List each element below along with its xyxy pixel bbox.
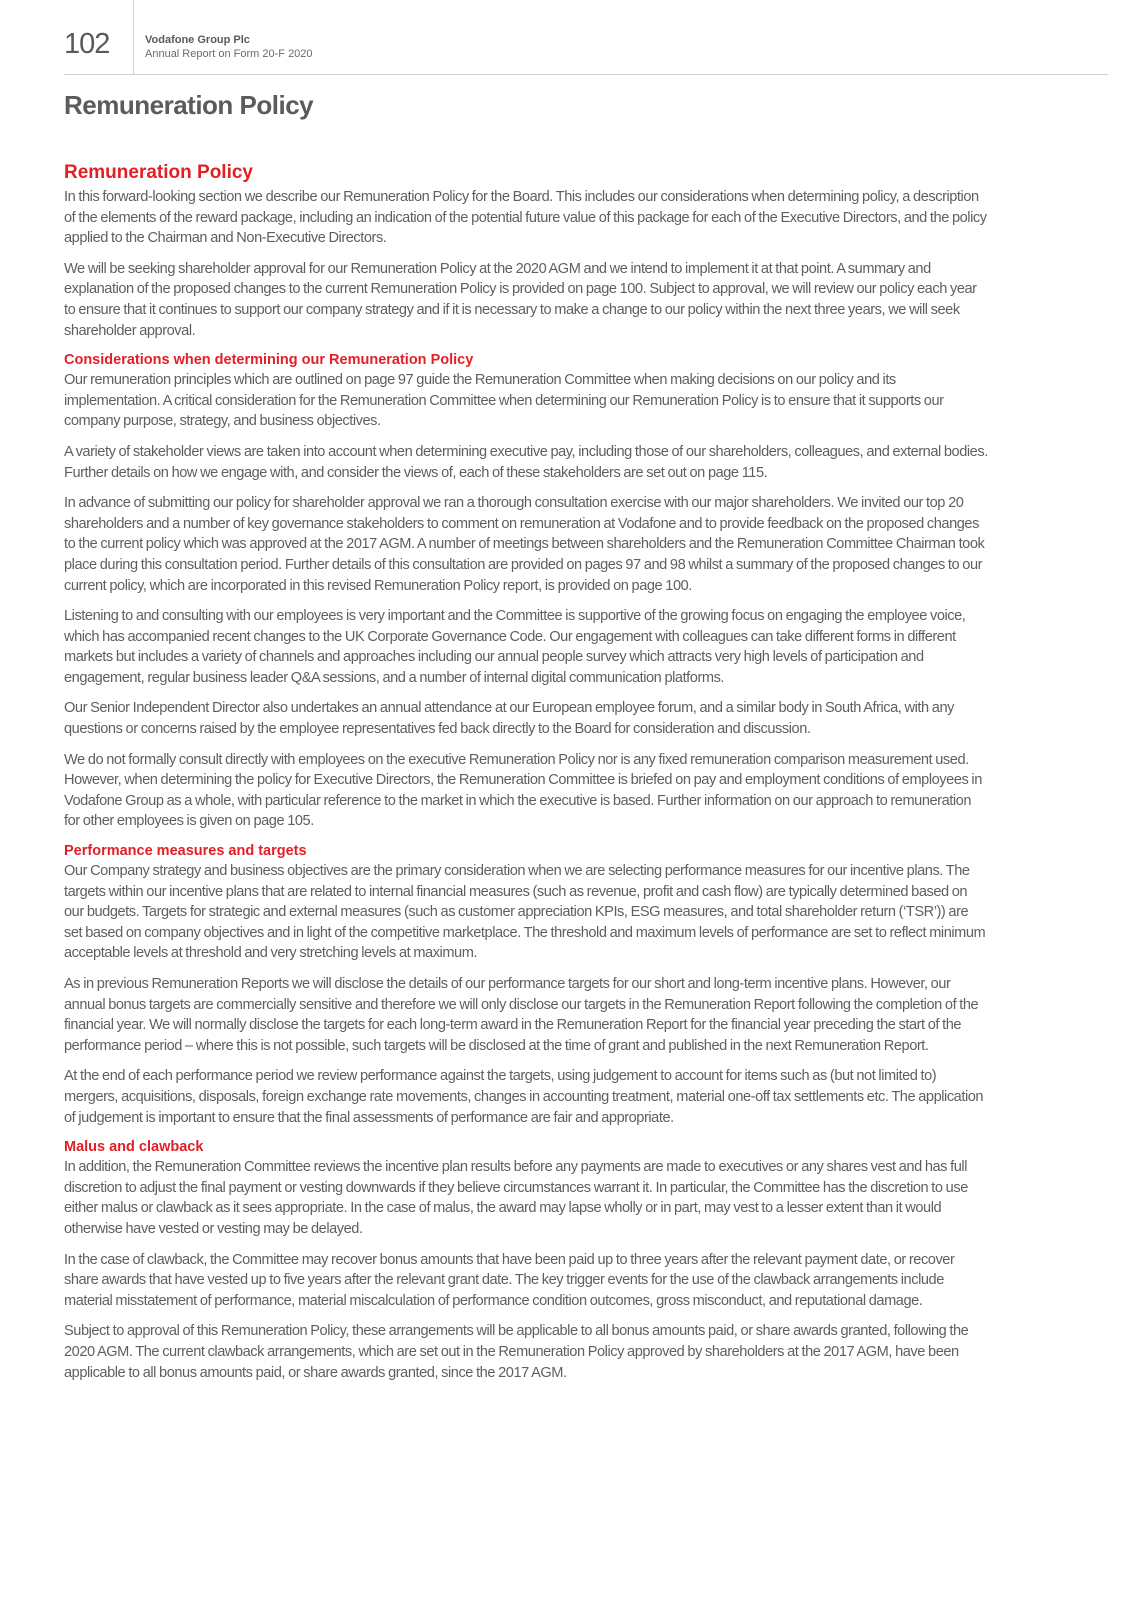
malus-paragraph: In the case of clawback, the Committee may recover bonus amounts that have been paid up to three years after the relevant payment date, or recover share awards that have vested up to five years after the relevant grant date. The key trigger events for the use of the clawback arrangements include material misstatement of performance, material miscalculation of performance condition outcomes, gross misconduct, and reputational damage. (64, 1251, 955, 1309)
performance-paragraph: Our Company strategy and business objectives are the primary consideration when we are selecting performance measures for our incentive plans. The targets within our incentive plans that are related to internal financial measures (such as revenue, profit and cash flow) are typically determined based on our budgets. Targets for strategic and external measures (such as customer appreciation KPIs, ESG measures, and total shareholder return (‘TSR’)) are set based on company objectives and in light of the competitive marketplace. The threshold and maximum levels of performance are set to reflect minimum acceptable levels at threshold and very stretching levels at maximum. (64, 863, 986, 962)
malus-heading: Malus and clawback (64, 1139, 204, 1156)
considerations-heading: Considerations when determining our Remuneration Policy (64, 352, 474, 369)
page-number: 102 (64, 28, 110, 60)
performance-paragraph: At the end of each performance period we review performance against the targets, using judgement to account for items such as (but not limited to) mergers, acquisitions, disposals, foreign exchange rate movements, changes in accounting treatment, material one-off tax settlements etc. The application of judgement is important to ensure that the final assessments of performance are fair and appropriate. (64, 1068, 984, 1126)
company-name: Vodafone Group Plc (145, 34, 250, 46)
considerations-paragraph: Listening to and consulting with our employees is very important and the Committee is supportive of the growing focus on engaging the employee voice, which has accompanied recent changes to the UK Corporate Governance Code. Our engagement with colleagues can take different forms in different markets but includes a variety of channels and approaches including our annual people survey which attracts very high levels of participation and engagement, regular business leader Q&A sessions, and a number of internal digital communication platforms. (64, 608, 966, 686)
considerations-paragraph: Our Senior Independent Director also undertakes an annual attendance at our European employee forum, and a similar body in South Africa, with any questions or concerns raised by the employee representatives fed back directly to the Board for consideration and discussion. (64, 700, 954, 738)
considerations-paragraph: In advance of submitting our policy for shareholder approval we ran a thorough consultation exercise with our major shareholders. We invited our top 20 shareholders and a number of key governance stakeholders to comment on remuneration at Vodafone and to provide feedback on the proposed changes to the current policy which was approved at the 2017 AGM. A number of meetings between shareholders and the Remuneration Committee Chairman took place during this consultation period. Further details of this consultation are provided on pages 97 and 98 whilst a summary of the proposed changes to our current policy, which are incorporated in this revised Remuneration Policy report, is provided on page 100. (64, 495, 985, 594)
malus-paragraph: In addition, the Remuneration Committee reviews the incentive plan results before any payments are made to executives or any shares vest and has full discretion to adjust the final payment or vesting downwards if they believe circumstances warrant it. In particular, the Committee has the discretion to use either malus or clawback as it sees appropriate. In the case of malus, the award may lapse wholly or in part, may vest to a lesser extent than it would otherwise have vested or vesting may be delayed. (64, 1159, 968, 1237)
considerations-paragraph: A variety of stakeholder views are taken into account when determining executive pay, including those of our shareholders, colleagues, and external bodies. Further details on how we engage with, and consider the views of, each of these stakeholders are set out on page 115. (64, 443, 988, 481)
page-title: Remuneration Policy (64, 90, 314, 120)
performance-heading: Performance measures and targets (64, 843, 307, 860)
header-horizontal-divider (64, 74, 1108, 75)
main-content (64, 161, 989, 1393)
considerations-paragraph: We do not formally consult directly with employees on the executive Remuneration Policy nor is any fixed remuneration comparison measurement used. However, when determining the policy for Executive Directors, the Remuneration Committee is briefed on pay and employment conditions of employees in Vodafone Group as a whole, with particular reference to the market in which the executive is based. Further information on our approach to remuneration for other employees is given on page 105. (64, 751, 982, 830)
intro-paragraph: We will be seeking shareholder approval for our Remuneration Policy at the 2020 AGM and we intend to implement it at that point. A summary and explanation of the proposed changes to the current Remuneration Policy is provided on page 100. Subject to approval, we will review our policy each year to ensure that it continues to support our company strategy and if it is necessary to make a change to our policy within the next three years, we will seek shareholder approval. (64, 260, 977, 339)
report-name: Annual Report on Form 20-F 2020 (145, 48, 313, 60)
performance-paragraph: As in previous Remuneration Reports we will disclose the details of our performance targets for our short and long-term incentive plans. However, our annual bonus targets are commercially sensitive and therefore we will only disclose our targets in the Remuneration Report following the completion of the financial year. We will normally disclose the targets for each long-term award in the Remuneration Report for the financial year preceding the start of the performance period – where this is not possible, such targets will be disclosed at the time of grant and published in the next Remuneration Report. (64, 976, 979, 1054)
running-header (145, 33, 313, 61)
section-title: Remuneration Policy (64, 162, 253, 183)
header-vertical-divider (133, 0, 134, 75)
intro-paragraph: In this forward-looking section we describe our Remuneration Policy for the Board. This includes our considerations when determining policy, a description of the elements of the reward package, including an indication of the potential future value of this package for each of the Executive Directors, and the policy applied to the Chairman and Non-Executive Directors. (64, 189, 987, 247)
considerations-paragraph: Our remuneration principles which are outlined on page 97 guide the Remuneration Committee when making decisions on our policy and its implementation. A critical consideration for the Remuneration Committee when determining our Remuneration Policy is to ensure that it supports our company purpose, strategy, and business objectives. (64, 372, 944, 430)
malus-paragraph: Subject to approval of this Remuneration Policy, these arrangements will be applicable to all bonus amounts paid, or share awards granted, following the 2020 AGM. The current clawback arrangements, which are set out in the Remuneration Policy approved by shareholders at the 2017 AGM, have been applicable to all bonus amounts paid, or share awards granted, since the 2017 AGM. (64, 1323, 969, 1381)
